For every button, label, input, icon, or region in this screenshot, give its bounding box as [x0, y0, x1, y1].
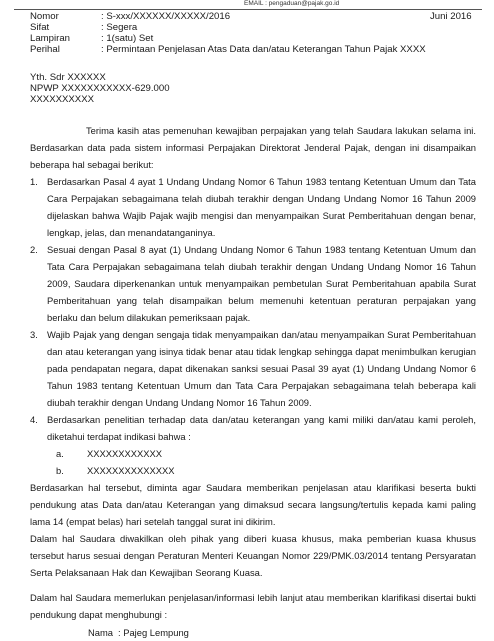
- subitem-letter-b: b.: [56, 465, 64, 476]
- subitem-letter-a: a.: [56, 448, 64, 459]
- subitem-value-a: XXXXXXXXXXXX: [87, 448, 163, 459]
- item-number-2: 2.: [30, 244, 38, 255]
- lampiran-label: Lampiran: [30, 33, 70, 44]
- lampiran-value: : 1(satu) Set: [101, 33, 154, 44]
- item-text-1: Berdasarkan Pasal 4 ayat 1 Undang Undang Nomor 6 Tahun 1983 tentang Ketentuan Umum dan Tata Cara Perpajakan sebagaimana telah diubah terakhir dengan Undang Undang Nomor 16 Tahun 2009 dijelaskan bahwa Wajib Pajak wajib mengisi dan menyampaikan Surat Pemberitahuan dengan benar, lengkap, jelas, dan menandatanganinya.: [47, 176, 476, 238]
- email-header: EMAIL : pengaduan@pajak.go.id: [244, 0, 340, 7]
- representation-paragraph: Dalam hal Saudara diwakilkan oleh pihak yang diberi kuasa khusus, maka pemberian kuasa khusus tersebut harus sesuai dengan Peraturan Menteri Keuangan Nomor 229/PMK.03/2014 tentang Persyaratan Serta Pelaksanaan Hak dan Kewajiban Seorang Kuasa.: [30, 533, 476, 578]
- intro-paragraph: Terima kasih atas pemenuhan kewajiban perpajakan yang telah Saudara lakukan selama ini. Berdasarkan data pada sistem informasi Perpajakan Direktorat Jenderal Pajak, dengan ini disampaikan beberapa hal sebagai berikut:: [30, 125, 476, 170]
- nomor-label: Nomor: [30, 11, 59, 22]
- subitem-value-b: XXXXXXXXXXXXXX: [87, 465, 175, 476]
- contact-name-value: : Pajeg Lempung: [118, 627, 189, 638]
- header-rule: [14, 9, 482, 10]
- perihal-value: : Permintaan Penjelasan Atas Data dan/atau Keterangan Tahun Pajak XXXX: [101, 44, 426, 55]
- recipient-address: XXXXXXXXXX: [30, 94, 94, 105]
- item-text-3: Wajib Pajak yang dengan sengaja tidak menyampaikan dan/atau menyampaikan Surat Pemberitahuan dan atau keterangan yang isinya tidak benar atau tidak lengkap sehingga dapat menimbulkan kerugian pada pendapatan negara, dapat dikenakan sanksi sesuai Pasal 39 ayat (1) Undang Undang Nomor 6 Tahun 1983 tentang Ketentuan Umum dan Tata Cara Perpajakan sebagaimana telah beberapa kali diubah terakhir dengan Undang Undang Nomor 16 Tahun 2009.: [47, 329, 476, 408]
- recipient-name: Yth. Sdr XXXXXX: [30, 72, 106, 83]
- contact-name-label: Nama: [88, 627, 114, 638]
- item-text-4: Berdasarkan penelitian terhadap data dan/atau keterangan yang kami miliki dan/atau kami peroleh, diketahui terdapat indikasi bahwa :: [47, 414, 476, 442]
- item-number-4: 4.: [30, 414, 38, 425]
- sifat-label: Sifat: [30, 22, 50, 33]
- letter-date: Juni 2016: [430, 11, 472, 22]
- perihal-label: Perihal: [30, 44, 60, 55]
- item-number-1: 1.: [30, 176, 38, 187]
- sifat-value: : Segera: [101, 22, 138, 33]
- contact-paragraph: Dalam hal Saudara memerlukan penjelasan/informasi lebih lanjut atau memberikan klarifikasi disertai bukti pendukung dapat menghubungi :: [30, 592, 476, 620]
- item-number-3: 3.: [30, 329, 38, 340]
- recipient-npwp: NPWP XXXXXXXXXXX-629.000: [30, 83, 170, 94]
- request-paragraph: Berdasarkan hal tersebut, diminta agar Saudara memberikan penjelasan atau klarifikasi beserta bukti pendukung atas Data dan/atau Keterangan yang dimaksud secara langsung/tertulis kepada kami paling lama 14 (empat belas) hari setelah tanggal surat ini dikirim.: [30, 482, 476, 527]
- nomor-value: : S-xxx/XXXXXX/XXXXX/2016: [101, 11, 231, 22]
- item-text-2: Sesuai dengan Pasal 8 ayat (1) Undang Undang Nomor 6 Tahun 1983 tentang Ketentuan Umum dan Tata Cara Perpajakan sebagaimana telah diubah terakhir dengan Undang Undang Nomor 16 Tahun 2009, Saudara diperkenankan untuk menyampaikan pembetulan Surat Pemberitahuan apabila Surat Pemberitahuan yang telah disampaikan belum memenuhi ketentuan peraturan perpajakan yang berlaku dan belum dilakukan pemeriksaan pajak.: [47, 244, 476, 323]
